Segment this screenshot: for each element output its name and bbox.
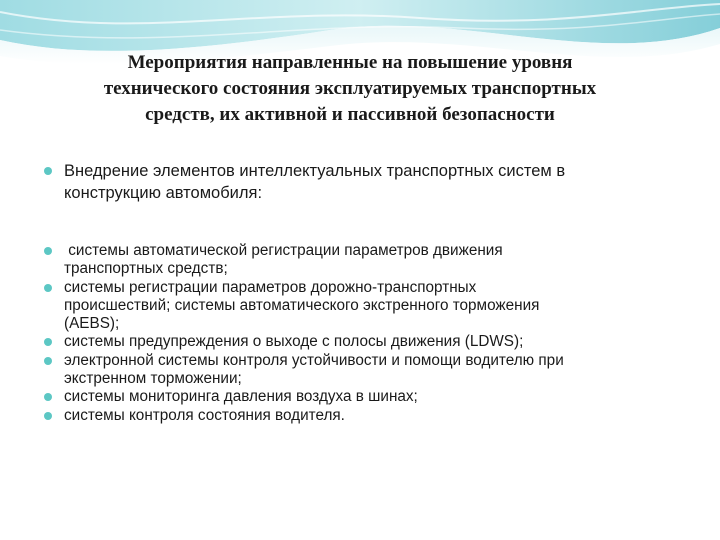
list-item-line: транспортных средств;	[64, 260, 228, 278]
list-item-line: системы контроля состояния водителя.	[64, 406, 345, 424]
list-item-line: (AEBS);	[64, 315, 120, 333]
bullet-dot-icon	[44, 247, 52, 255]
systems-list	[44, 242, 684, 425]
bullet-dot-icon	[44, 357, 52, 365]
list-item	[44, 333, 684, 351]
intro-bullet	[44, 160, 684, 204]
bullet-dot-icon	[44, 338, 52, 346]
list-item	[44, 407, 684, 425]
list-item	[44, 388, 684, 406]
list-item-line: системы автоматической регистрации параметров движения	[64, 242, 503, 259]
intro-list	[44, 160, 684, 204]
list-item-line: системы предупреждения о выходе с полосы движения (LDWS);	[64, 333, 524, 351]
slide-title	[20, 50, 680, 128]
list-item	[44, 279, 684, 334]
bullet-dot-icon	[44, 167, 52, 175]
intro-line-1: Внедрение элементов интеллектуальных транспортных систем в	[64, 162, 566, 180]
title-line-3: средств, их активной и пассивной безопасности	[145, 104, 555, 125]
list-item-line: системы регистрации параметров дорожно-транспортных	[64, 278, 477, 296]
list-item-line: системы мониторинга давления воздуха в шинах;	[64, 388, 418, 406]
list-item	[44, 352, 684, 389]
list-item-line: электронной системы контроля устойчивости и помощи водителю при	[64, 351, 564, 369]
bullet-dot-icon	[44, 393, 52, 401]
bullet-dot-icon	[44, 412, 52, 420]
bullet-dot-icon	[44, 284, 52, 292]
title-line-2: технического состояния эксплуатируемых транспортных	[103, 78, 597, 99]
list-item-line: происшествий; системы автоматического экстренного торможения	[64, 296, 540, 314]
list-item-line: экстренном торможении;	[64, 370, 242, 388]
list-item	[44, 242, 684, 279]
title-line-1: Мероприятия направленные на повышение уровня	[127, 52, 573, 73]
intro-line-2: конструкцию автомобиля:	[64, 184, 263, 202]
